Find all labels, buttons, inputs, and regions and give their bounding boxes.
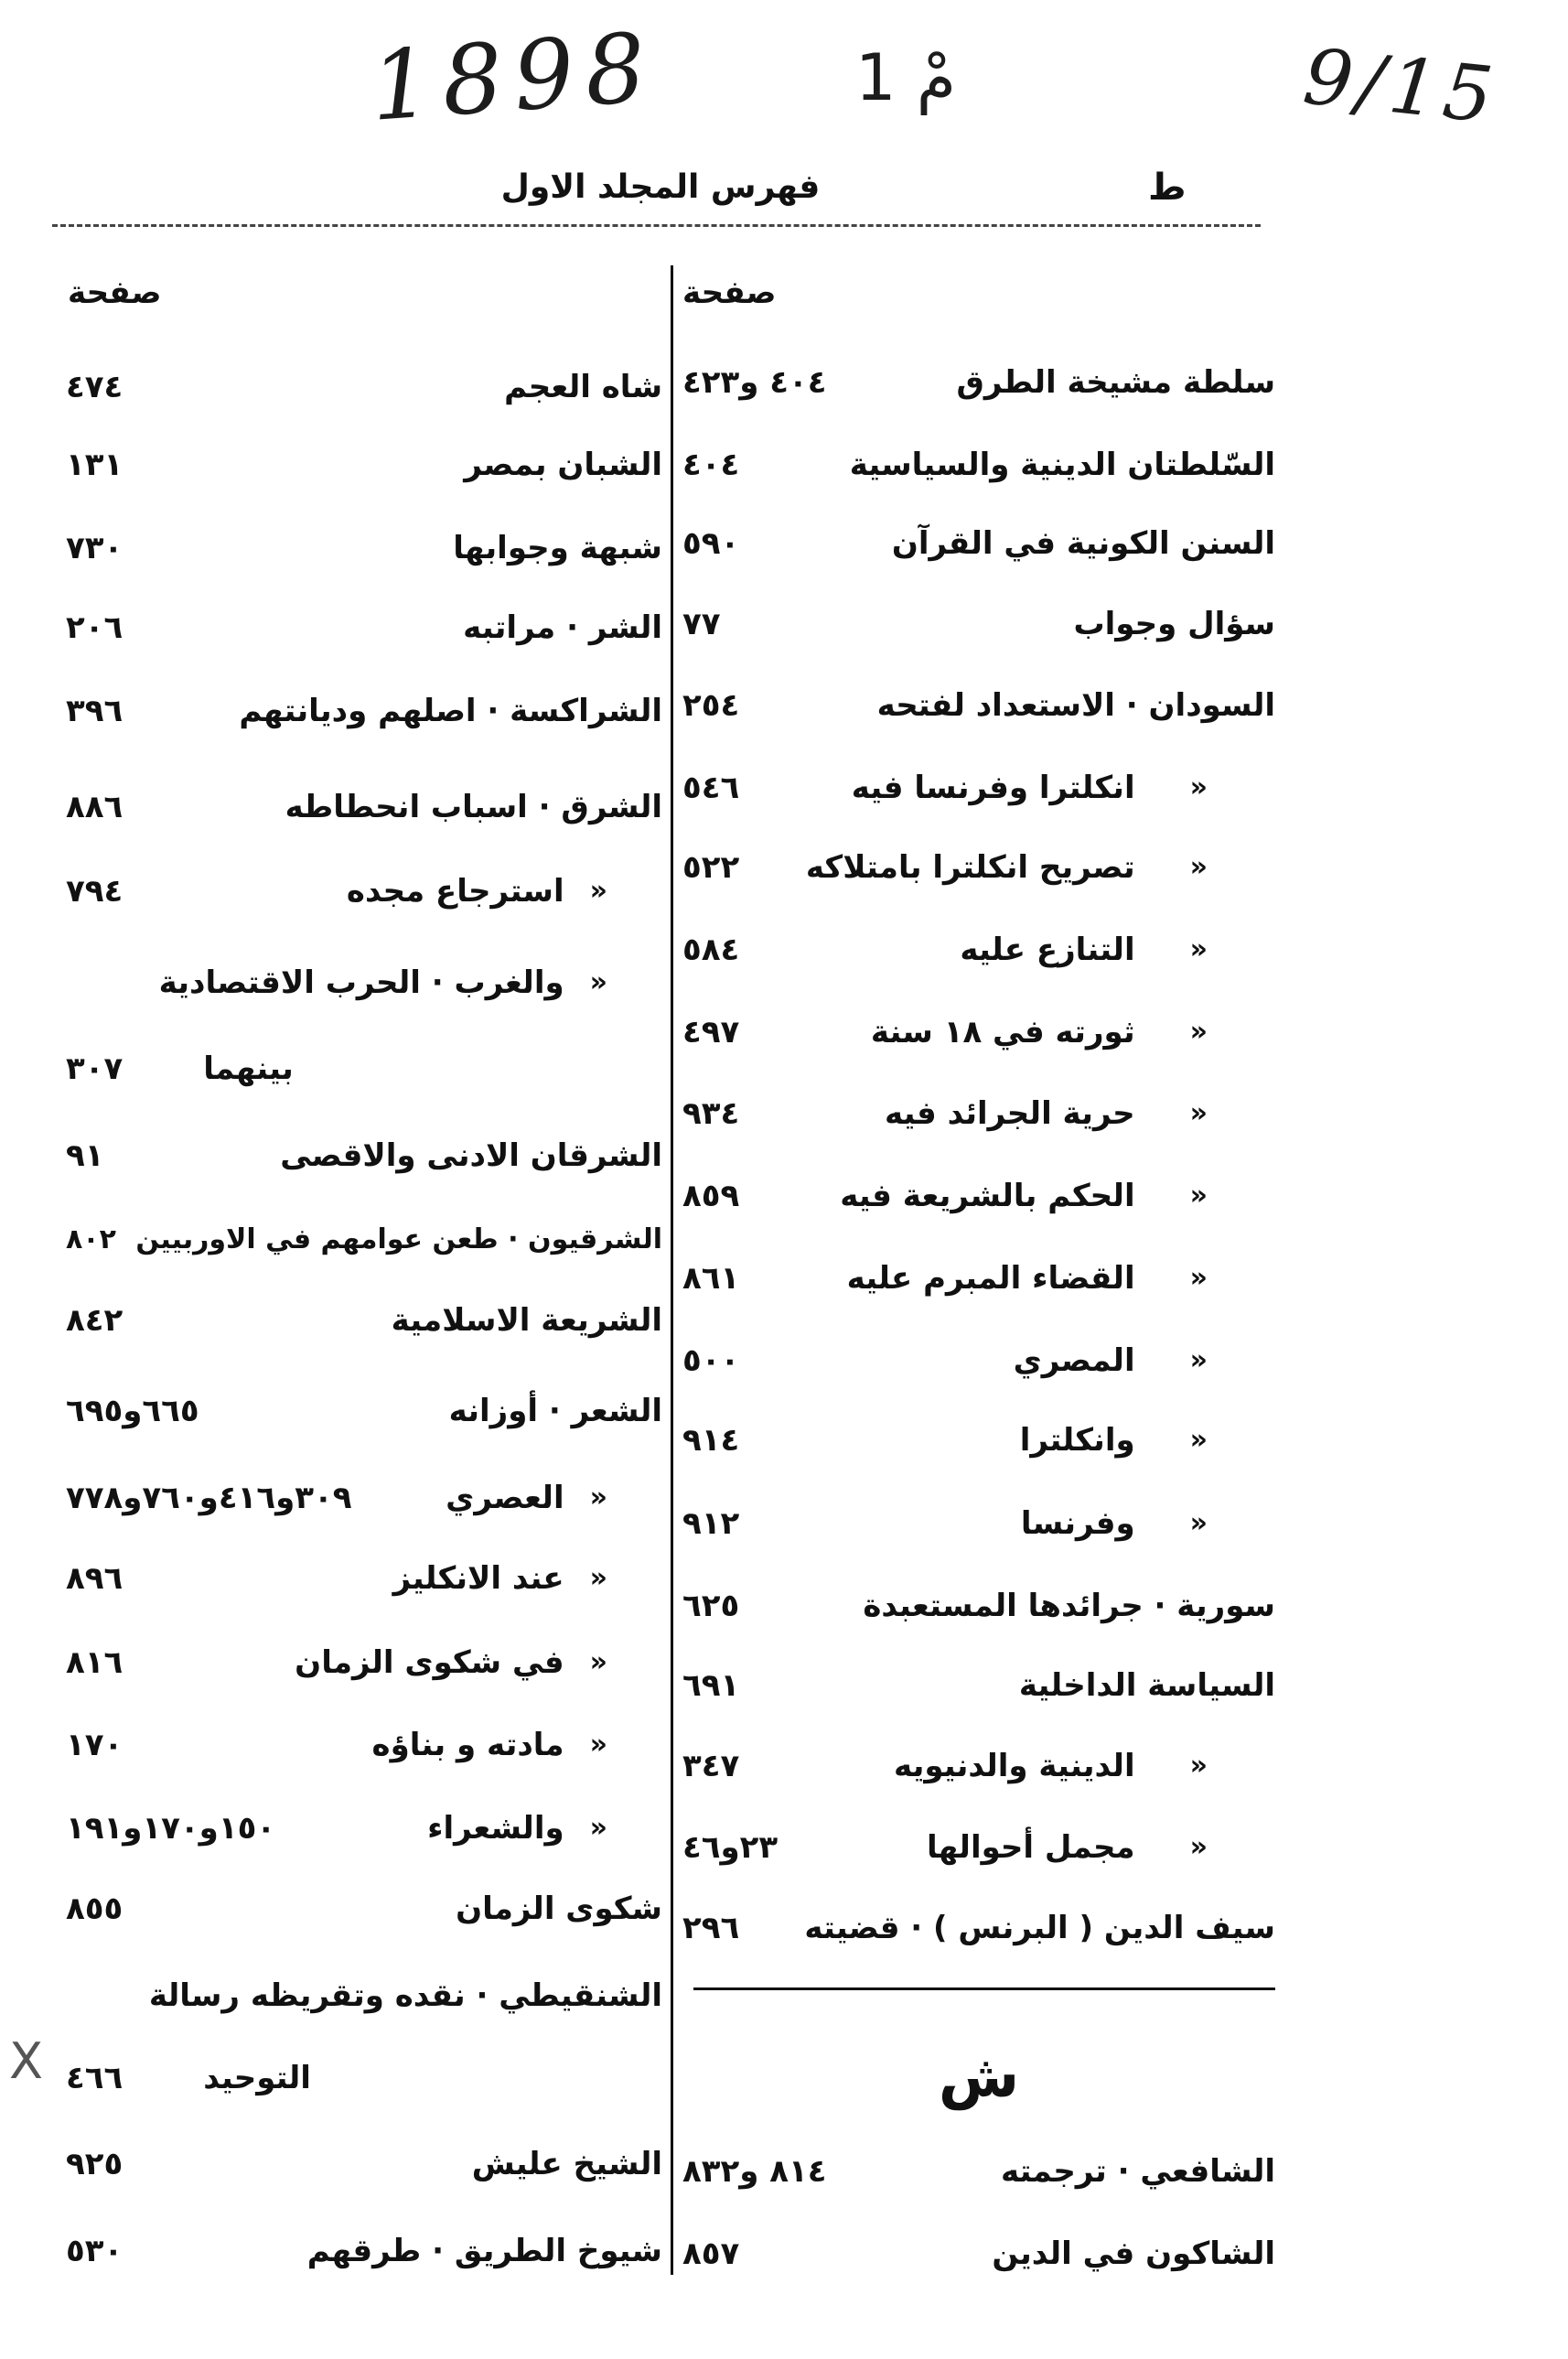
entry-pages: ٢٥٤ — [682, 687, 740, 724]
index-entry — [682, 1170, 1275, 1222]
index-entry — [66, 1295, 662, 1346]
ditto-mark: » — [589, 1481, 607, 1513]
index-entry — [682, 1822, 1275, 1873]
ditto-mark: » — [589, 1646, 607, 1678]
entry-label: الشيخ عليش — [471, 2146, 662, 2182]
entry-pages: ٨٨٦ — [66, 789, 124, 825]
entry-pages: ٥٩٠ — [682, 525, 740, 562]
ditto-mark: » — [589, 875, 607, 907]
index-entry — [66, 781, 662, 833]
entry-text — [927, 1822, 1275, 1873]
entry-pages: ٨٥٥ — [66, 1890, 124, 1927]
index-entry — [682, 762, 1275, 813]
entry-pages: ٨٠٢ — [66, 1223, 116, 1255]
entry-pages: ٥٢٢ — [682, 849, 740, 886]
index-entry — [66, 439, 662, 490]
entry-label: الشريعة الاسلامية — [391, 1302, 662, 1339]
entry-pages: ٩٢٥ — [66, 2146, 124, 2182]
entry-label: سيف الدين ( البرنس ) · قضيته — [804, 1910, 1275, 1946]
entry-label: الشاكون في الدين — [992, 2235, 1275, 2272]
header-rule — [52, 224, 1261, 227]
index-entry-continuation — [66, 1043, 662, 1094]
index-entry — [66, 1472, 662, 1524]
entry-pages: ٣٩٦ — [66, 693, 124, 729]
ditto-mark: » — [1189, 1016, 1208, 1048]
handwritten-volume-note: 1 مْ — [855, 40, 957, 115]
index-entry — [682, 2228, 1275, 2279]
entry-pages: ٨٤٢ — [66, 1302, 124, 1339]
entry-label: التنازع عليه — [960, 932, 1135, 968]
entry-pages: ٨٩٦ — [66, 1560, 124, 1597]
page-letter: ط — [1148, 167, 1187, 209]
entry-text — [871, 1007, 1275, 1058]
entry-label: الشرق · اسباب انحطاطه — [285, 789, 662, 825]
entry-label: والشعراء — [427, 1810, 564, 1847]
entry-text — [159, 957, 662, 1008]
ditto-mark: » — [1189, 1424, 1208, 1456]
entry-label: شكوى الزمان — [456, 1890, 662, 1927]
entry-label: الحكم بالشريعة فيه — [840, 1178, 1135, 1214]
entry-pages: ٤٩٧ — [682, 1014, 740, 1050]
index-entry — [66, 361, 662, 413]
entry-label: استرجاع مجده — [346, 873, 564, 910]
entry-label: وفرنسا — [1020, 1505, 1135, 1542]
entry-pages: ١٣١ — [66, 447, 124, 483]
entry-text — [847, 1253, 1275, 1304]
ditto-mark: » — [1189, 851, 1208, 883]
entry-pages: ٢٣و٤٦ — [682, 1829, 779, 1866]
entry-pages: ٨١٤ و٨٣٢ — [682, 2153, 827, 2190]
entry-label: الشبان بمصر — [464, 447, 662, 483]
entry-pages: ٤٦٦ — [66, 2060, 124, 2096]
ditto-mark: » — [1189, 1180, 1208, 1212]
index-entry — [66, 2225, 662, 2277]
entry-label: ثورته في ١٨ سنة — [870, 1014, 1135, 1050]
entry-label: حرية الجرائد فيه — [884, 1095, 1135, 1132]
entry-pages: ٨١٦ — [66, 1644, 124, 1681]
entry-label: القضاء المبرم عليه — [846, 1260, 1135, 1297]
ditto-mark: » — [1189, 933, 1208, 965]
ditto-mark: » — [1189, 1262, 1208, 1294]
index-entry — [66, 1803, 662, 1854]
entry-text — [885, 1088, 1275, 1139]
entry-label: الدينية والدنيويه — [894, 1748, 1135, 1784]
entry-pages: ٩١ — [66, 1137, 104, 1174]
entry-label: مادته و بناؤه — [371, 1727, 564, 1763]
margin-mark: X — [9, 2032, 43, 2090]
entry-text — [840, 1170, 1275, 1222]
entry-pages: ٤٠٤ و٤٢٣ — [682, 364, 827, 401]
column-divider — [671, 265, 673, 2275]
index-entry — [66, 1637, 662, 1688]
index-entry — [682, 357, 1275, 408]
entry-text — [347, 866, 662, 917]
entry-pages: ٤٧٤ — [66, 369, 124, 405]
entry-text — [1014, 1335, 1275, 1386]
entry-label: الشرقان الادنى والاقصى — [280, 1137, 662, 1174]
index-entry — [66, 1553, 662, 1604]
entry-pages: ٧٩٤ — [66, 873, 124, 910]
ditto-mark: » — [1189, 1507, 1208, 1539]
entry-label: العصري — [446, 1480, 564, 1516]
index-entry — [66, 1883, 662, 1934]
ditto-mark: » — [589, 1562, 607, 1594]
entry-label: الشرقيون · طعن عوامهم في الاوربيين — [135, 1223, 662, 1255]
entry-pages: ٤٠٤ — [682, 447, 740, 483]
entry-label: السّلطتان الدينية والسياسية — [849, 447, 1275, 483]
entry-label: المصري — [1013, 1342, 1135, 1379]
entry-label: السياسة الداخلية — [1018, 1667, 1275, 1704]
entry-text — [894, 1740, 1275, 1792]
entry-label: الشافعي · ترجمته — [1001, 2153, 1275, 2190]
entry-text — [806, 842, 1275, 893]
entry-label: السودان · الاستعداد لفتحه — [876, 687, 1275, 724]
entry-pages: ٦٦٥و٦٩٥ — [66, 1393, 199, 1429]
entry-label: سلطة مشيخة الطرق — [956, 364, 1275, 401]
index-entry — [682, 1415, 1275, 1466]
entry-pages: ٥٤٦ — [682, 770, 740, 806]
entry-text — [372, 1719, 662, 1771]
index-entry — [682, 2146, 1275, 2197]
entry-pages: ٢٠٦ — [66, 609, 124, 646]
entry-text — [960, 924, 1275, 975]
entry-label: سورية · جرائدها المستعبدة — [863, 1588, 1275, 1624]
index-entry — [66, 1385, 662, 1437]
entry-text — [1020, 1415, 1275, 1466]
index-entry — [66, 522, 662, 574]
entry-pages: ٩٣٤ — [682, 1095, 740, 1132]
index-entry — [682, 680, 1275, 731]
entry-text — [393, 1553, 662, 1604]
entry-label: بينهما — [203, 1050, 294, 1087]
index-entry — [682, 1580, 1275, 1632]
entry-pages: ٧٧ — [682, 606, 721, 642]
index-entry — [66, 602, 662, 653]
ditto-mark: » — [589, 1729, 607, 1761]
index-entry — [66, 866, 662, 917]
ditto-mark: » — [589, 966, 607, 998]
entry-label: والغرب · الحرب الاقتصادية — [158, 964, 564, 1001]
entry-label: الشنقيطي · نقده وتقريظه رسالة — [148, 1977, 662, 2014]
index-entry — [682, 1740, 1275, 1792]
entry-label: شيوخ الطريق · طرقهم — [306, 2233, 662, 2269]
entry-pages: ٩١٢ — [682, 1505, 740, 1542]
index-entry — [682, 439, 1275, 490]
index-entry — [66, 1719, 662, 1771]
index-entry — [66, 1130, 662, 1181]
index-entry — [66, 1970, 662, 2021]
section-letter-heading: ش — [938, 2043, 1020, 2111]
ditto-mark: » — [1189, 771, 1208, 803]
entry-pages: ٥٨٤ — [682, 932, 740, 968]
handwritten-year: 1898 — [367, 11, 660, 143]
index-entry — [682, 1902, 1275, 1954]
entry-label: انكلترا وفرنسا فيه — [851, 770, 1135, 806]
index-entry — [682, 1088, 1275, 1139]
entry-label: سؤال وجواب — [1073, 606, 1275, 642]
entry-label: في شكوى الزمان — [295, 1644, 564, 1681]
handwritten-folio: 9/15 — [1299, 31, 1503, 141]
ditto-mark: » — [1189, 1344, 1208, 1376]
entry-pages: ٨٦١ — [682, 1260, 740, 1297]
index-entry — [66, 685, 662, 737]
entry-text — [295, 1637, 662, 1688]
right-column-page-heading: صفحة — [682, 275, 777, 311]
entry-pages: ٨٥٩ — [682, 1178, 740, 1214]
entry-pages: ٨٥٧ — [682, 2235, 740, 2272]
entry-label: تصريح انكلترا بامتلاكه — [805, 849, 1135, 886]
entry-pages: ٦٢٥ — [682, 1588, 740, 1624]
entry-label: الشراكسة · اصلهم وديانتهم — [239, 693, 662, 729]
index-entry — [682, 1660, 1275, 1711]
entry-label: وانكلترا — [1019, 1422, 1135, 1459]
entry-pages: ٣٤٧ — [682, 1748, 740, 1784]
index-entry — [682, 598, 1275, 650]
index-entry — [682, 1335, 1275, 1386]
index-entry — [682, 1498, 1275, 1549]
entry-pages: ١٥٠و١٧٠و١٩١ — [66, 1810, 276, 1847]
entry-label: شاه العجم — [504, 369, 662, 405]
index-entry — [66, 1214, 662, 1266]
entry-text — [1021, 1498, 1275, 1549]
entry-text — [427, 1803, 662, 1854]
entry-pages: ٩١٤ — [682, 1422, 740, 1459]
entry-label: عند الانكليز — [392, 1560, 564, 1597]
ditto-mark: » — [589, 1812, 607, 1844]
entry-pages: ٣٠٧ — [66, 1050, 124, 1087]
entry-pages: ٢٩٦ — [682, 1910, 740, 1946]
left-column-page-heading: صفحة — [68, 275, 162, 311]
entry-label: الشر · مراتبه — [463, 609, 662, 646]
entry-label: الشعر · أوزانه — [448, 1393, 662, 1429]
index-entry — [682, 1253, 1275, 1304]
entry-pages: ٥٠٠ — [682, 1342, 740, 1379]
entry-text — [852, 762, 1275, 813]
index-entry — [66, 957, 662, 1008]
entry-pages: ٧٣٠ — [66, 530, 124, 566]
index-entry — [66, 2138, 662, 2190]
entry-pages: ٦٩١ — [682, 1667, 740, 1704]
index-entry-continuation — [66, 2052, 662, 2104]
entry-label: السنن الكونية في القرآن — [891, 525, 1275, 562]
entry-label: مجمل أحوالها — [926, 1829, 1135, 1866]
entry-label: التوحيد — [203, 2060, 311, 2096]
entry-label: شبهة وجوابها — [453, 530, 662, 566]
index-entry — [682, 842, 1275, 893]
entry-pages: ١٧٠ — [66, 1727, 124, 1763]
index-entry — [682, 924, 1275, 975]
index-entry — [682, 1007, 1275, 1058]
ditto-mark: » — [1189, 1750, 1208, 1782]
ditto-mark: » — [1189, 1097, 1208, 1129]
entry-pages: ٥٣٠ — [66, 2233, 124, 2269]
entry-pages: ٣٠٩و٤١٦و٧٦٠و٧٧٨ — [66, 1480, 352, 1516]
index-entry — [682, 518, 1275, 569]
ditto-mark: » — [1189, 1831, 1208, 1863]
section-divider — [693, 1987, 1275, 1990]
page-title: فهرس المجلد الاول — [500, 168, 821, 206]
entry-text — [446, 1472, 662, 1524]
